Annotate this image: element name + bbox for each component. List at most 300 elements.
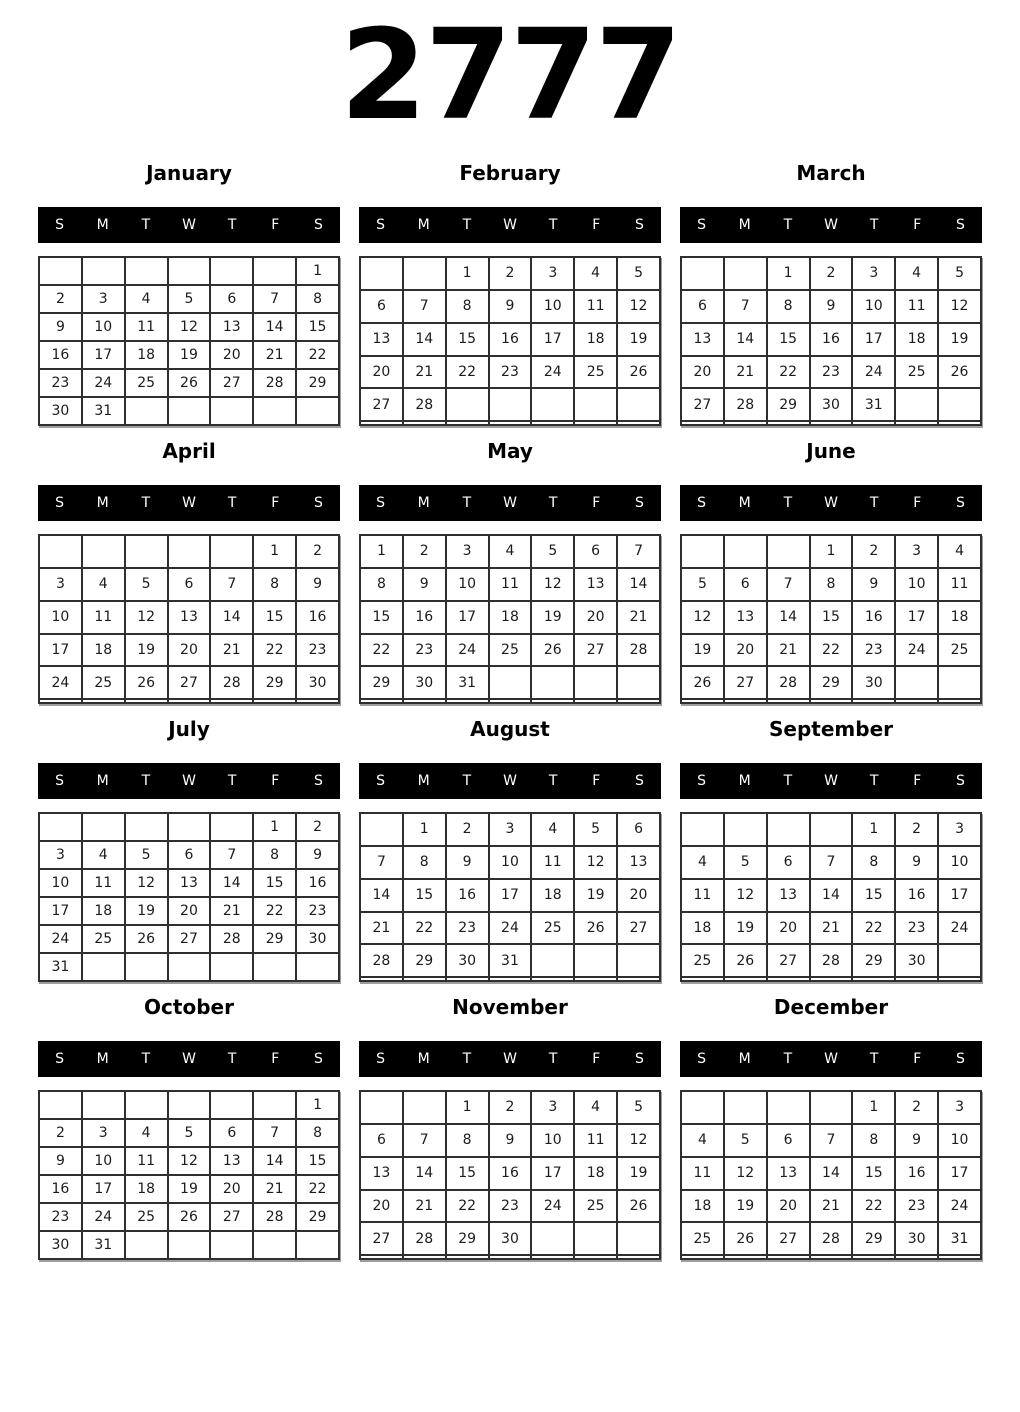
weekday-label: W — [182, 217, 196, 233]
day-cell: 6 — [168, 568, 211, 601]
day-cell: 28 — [810, 944, 853, 977]
day-cell: 27 — [724, 666, 767, 699]
day-cell: 22 — [852, 1190, 895, 1223]
day-cell: 21 — [210, 897, 253, 925]
day-cell: 12 — [168, 313, 211, 341]
day-cell — [724, 1091, 767, 1124]
day-cell — [810, 1091, 853, 1124]
day-cell: 24 — [39, 666, 82, 699]
weekday-header-bar — [680, 485, 982, 521]
day-cell: 30 — [895, 944, 938, 977]
weekday-label: M — [96, 217, 109, 233]
day-cell: 8 — [296, 285, 339, 313]
day-cell: 1 — [296, 1091, 339, 1119]
week-row — [360, 666, 660, 699]
weekday-label: S — [313, 773, 323, 789]
day-cell: 28 — [724, 388, 767, 421]
weekday-label: F — [592, 773, 601, 789]
weekday-header-bar — [38, 207, 340, 243]
week-row — [681, 1091, 981, 1124]
day-cell: 2 — [296, 535, 339, 568]
day-cell — [938, 388, 981, 421]
day-cell: 28 — [403, 388, 446, 421]
weekday-label: M — [417, 1051, 430, 1067]
day-cell — [360, 257, 403, 290]
weekday-label: T — [783, 773, 793, 789]
day-cell: 18 — [938, 601, 981, 634]
week-row — [681, 846, 981, 879]
day-cell: 1 — [403, 813, 446, 846]
day-cell: 21 — [810, 1190, 853, 1223]
day-cell: 21 — [617, 601, 660, 634]
day-cell: 2 — [895, 1091, 938, 1124]
day-cell — [296, 1231, 339, 1259]
day-cell: 13 — [168, 601, 211, 634]
day-cell: 19 — [531, 601, 574, 634]
day-cell — [296, 953, 339, 981]
day-cell: 10 — [895, 568, 938, 601]
day-cell: 23 — [489, 1190, 532, 1223]
day-cell: 11 — [82, 869, 125, 897]
weekday-label: F — [913, 217, 922, 233]
day-cell: 20 — [617, 879, 660, 912]
day-cell: 11 — [574, 290, 617, 323]
day-cell: 8 — [403, 846, 446, 879]
day-cell — [489, 699, 532, 703]
week-row — [360, 813, 660, 846]
day-cell — [574, 977, 617, 981]
day-cell — [531, 1222, 574, 1255]
day-cell: 1 — [360, 535, 403, 568]
week-row — [360, 290, 660, 323]
day-cell — [724, 257, 767, 290]
day-cell — [446, 977, 489, 981]
day-cell — [210, 1091, 253, 1119]
day-cell: 30 — [296, 666, 339, 699]
day-cell: 22 — [360, 634, 403, 667]
weekday-label: S — [55, 495, 65, 511]
week-row — [681, 568, 981, 601]
weekday-label: T — [227, 1051, 237, 1067]
day-cell: 26 — [574, 912, 617, 945]
day-cell — [210, 535, 253, 568]
day-cell: 16 — [895, 1157, 938, 1190]
day-cell — [938, 977, 981, 981]
day-cell: 5 — [531, 535, 574, 568]
day-cell — [253, 1231, 296, 1259]
day-cell: 1 — [446, 1091, 489, 1124]
day-cell — [531, 944, 574, 977]
day-cell — [253, 1091, 296, 1119]
day-cell — [403, 1091, 446, 1124]
day-cell — [767, 813, 810, 846]
day-cell — [360, 1091, 403, 1124]
day-cell — [168, 813, 211, 841]
day-cell — [253, 257, 296, 285]
day-cell: 29 — [446, 1222, 489, 1255]
day-cell — [617, 666, 660, 699]
day-cell: 3 — [938, 813, 981, 846]
day-cell: 14 — [617, 568, 660, 601]
day-cell: 25 — [82, 666, 125, 699]
day-cell — [574, 1255, 617, 1259]
day-cell: 10 — [82, 1147, 125, 1175]
day-cell: 29 — [810, 666, 853, 699]
day-cell: 13 — [360, 1157, 403, 1190]
day-cell: 29 — [360, 666, 403, 699]
day-cell — [253, 699, 296, 703]
day-cell: 26 — [724, 944, 767, 977]
day-cell: 9 — [852, 568, 895, 601]
weekday-label: S — [634, 773, 644, 789]
day-cell: 31 — [852, 388, 895, 421]
week-row — [39, 1147, 339, 1175]
day-cell: 30 — [895, 1222, 938, 1255]
day-cell — [125, 535, 168, 568]
day-cell — [938, 421, 981, 425]
day-cell: 5 — [168, 285, 211, 313]
day-cell — [39, 699, 82, 703]
month-january — [38, 160, 340, 426]
weekday-label: M — [417, 217, 430, 233]
day-cell: 16 — [852, 601, 895, 634]
day-cell — [489, 388, 532, 421]
day-cell: 3 — [852, 257, 895, 290]
weekday-label: M — [417, 495, 430, 511]
day-cell: 19 — [724, 912, 767, 945]
week-row — [360, 846, 660, 879]
weekday-label: W — [182, 773, 196, 789]
day-cell: 13 — [360, 323, 403, 356]
day-cell: 11 — [531, 846, 574, 879]
day-cell: 9 — [296, 568, 339, 601]
day-cell: 23 — [296, 897, 339, 925]
day-cell: 12 — [938, 290, 981, 323]
day-cell: 22 — [446, 1190, 489, 1223]
day-cell — [531, 977, 574, 981]
month-title: February — [459, 161, 561, 185]
day-cell: 12 — [168, 1147, 211, 1175]
week-row — [360, 1222, 660, 1255]
day-cell: 29 — [852, 944, 895, 977]
weekday-label: W — [503, 1051, 517, 1067]
day-cell: 22 — [403, 912, 446, 945]
day-cell — [360, 421, 403, 425]
day-cell — [724, 421, 767, 425]
week-row — [681, 813, 981, 846]
weekday-label: T — [141, 1051, 151, 1067]
day-cell: 4 — [938, 535, 981, 568]
day-cell: 18 — [574, 1157, 617, 1190]
day-cell: 20 — [210, 341, 253, 369]
day-cell: 31 — [938, 1222, 981, 1255]
week-row — [681, 699, 981, 703]
day-cell: 16 — [39, 341, 82, 369]
day-cell — [360, 1255, 403, 1259]
day-cell: 9 — [810, 290, 853, 323]
day-cell: 17 — [82, 1175, 125, 1203]
day-cell — [574, 388, 617, 421]
day-cell — [810, 1255, 853, 1259]
week-row — [681, 290, 981, 323]
weekday-label: S — [55, 773, 65, 789]
weekday-label: S — [634, 217, 644, 233]
days-grid — [38, 534, 340, 704]
day-cell: 2 — [489, 257, 532, 290]
weekday-label: T — [783, 495, 793, 511]
day-cell: 17 — [531, 1157, 574, 1190]
day-cell — [531, 699, 574, 703]
day-cell: 19 — [168, 1175, 211, 1203]
day-cell: 1 — [852, 1091, 895, 1124]
day-cell: 11 — [82, 601, 125, 634]
day-cell: 22 — [767, 356, 810, 389]
day-cell: 4 — [895, 257, 938, 290]
day-cell — [681, 977, 724, 981]
year-title: 2777 — [340, 3, 680, 148]
day-cell — [681, 1091, 724, 1124]
day-cell: 7 — [210, 568, 253, 601]
day-cell: 30 — [39, 1231, 82, 1259]
day-cell: 3 — [82, 285, 125, 313]
day-cell: 21 — [253, 1175, 296, 1203]
weekday-label: T — [141, 217, 151, 233]
week-row — [360, 257, 660, 290]
day-cell: 20 — [360, 356, 403, 389]
week-row — [360, 699, 660, 703]
week-row — [681, 421, 981, 425]
day-cell: 10 — [39, 601, 82, 634]
day-cell — [724, 1255, 767, 1259]
day-cell: 23 — [810, 356, 853, 389]
day-cell: 27 — [767, 1222, 810, 1255]
day-cell — [938, 699, 981, 703]
day-cell — [617, 944, 660, 977]
day-cell: 13 — [767, 1157, 810, 1190]
day-cell: 20 — [168, 634, 211, 667]
day-cell: 14 — [724, 323, 767, 356]
weekday-label: T — [462, 1051, 472, 1067]
day-cell: 15 — [296, 313, 339, 341]
day-cell: 5 — [681, 568, 724, 601]
day-cell: 5 — [724, 1124, 767, 1157]
weekday-label: S — [697, 1051, 707, 1067]
weekday-label: T — [462, 217, 472, 233]
day-cell — [125, 953, 168, 981]
day-cell — [168, 953, 211, 981]
day-cell: 8 — [360, 568, 403, 601]
day-cell: 2 — [403, 535, 446, 568]
weekday-label: T — [869, 773, 879, 789]
day-cell — [617, 421, 660, 425]
day-cell: 9 — [39, 1147, 82, 1175]
day-cell — [574, 699, 617, 703]
week-row — [39, 1231, 339, 1259]
day-cell: 9 — [489, 290, 532, 323]
day-cell: 11 — [895, 290, 938, 323]
day-cell: 14 — [253, 1147, 296, 1175]
day-cell — [489, 1255, 532, 1259]
day-cell: 11 — [574, 1124, 617, 1157]
day-cell: 23 — [446, 912, 489, 945]
day-cell: 7 — [360, 846, 403, 879]
day-cell: 6 — [767, 846, 810, 879]
day-cell: 12 — [617, 290, 660, 323]
day-cell: 6 — [210, 285, 253, 313]
day-cell — [852, 977, 895, 981]
weekday-label: S — [376, 217, 386, 233]
day-cell: 18 — [82, 634, 125, 667]
day-cell: 30 — [810, 388, 853, 421]
day-cell: 29 — [253, 666, 296, 699]
day-cell: 18 — [489, 601, 532, 634]
weekday-label: S — [313, 1051, 323, 1067]
week-row — [39, 1119, 339, 1147]
weekday-label: W — [824, 1051, 838, 1067]
day-cell — [681, 699, 724, 703]
day-cell: 7 — [403, 1124, 446, 1157]
day-cell: 17 — [82, 341, 125, 369]
day-cell: 17 — [39, 897, 82, 925]
day-cell: 2 — [296, 813, 339, 841]
day-cell: 1 — [446, 257, 489, 290]
day-cell: 26 — [125, 925, 168, 953]
week-row — [681, 257, 981, 290]
day-cell: 16 — [810, 323, 853, 356]
day-cell: 31 — [39, 953, 82, 981]
day-cell — [403, 1255, 446, 1259]
day-cell: 19 — [168, 341, 211, 369]
day-cell: 13 — [210, 313, 253, 341]
day-cell: 2 — [39, 1119, 82, 1147]
day-cell — [82, 1091, 125, 1119]
week-row — [681, 323, 981, 356]
day-cell: 3 — [938, 1091, 981, 1124]
day-cell: 10 — [82, 313, 125, 341]
day-cell — [168, 1231, 211, 1259]
month-title: May — [487, 439, 533, 463]
day-cell: 9 — [895, 1124, 938, 1157]
day-cell — [39, 813, 82, 841]
weekday-label: F — [913, 1051, 922, 1067]
day-cell: 7 — [253, 1119, 296, 1147]
day-cell — [39, 257, 82, 285]
day-cell: 21 — [403, 1190, 446, 1223]
day-cell: 9 — [39, 313, 82, 341]
day-cell — [724, 535, 767, 568]
day-cell: 5 — [724, 846, 767, 879]
day-cell — [125, 397, 168, 425]
day-cell: 7 — [810, 846, 853, 879]
day-cell: 17 — [531, 323, 574, 356]
day-cell: 8 — [253, 568, 296, 601]
day-cell: 11 — [489, 568, 532, 601]
month-december — [680, 994, 982, 1260]
day-cell: 6 — [617, 813, 660, 846]
day-cell: 16 — [39, 1175, 82, 1203]
day-cell — [810, 421, 853, 425]
day-cell — [360, 699, 403, 703]
day-cell: 29 — [852, 1222, 895, 1255]
day-cell: 8 — [852, 1124, 895, 1157]
weekday-label: S — [313, 217, 323, 233]
day-cell: 3 — [82, 1119, 125, 1147]
week-row — [681, 879, 981, 912]
day-cell: 19 — [681, 634, 724, 667]
day-cell: 26 — [168, 369, 211, 397]
weekday-label: F — [271, 495, 280, 511]
week-row — [360, 634, 660, 667]
month-april — [38, 438, 340, 704]
day-cell: 2 — [810, 257, 853, 290]
day-cell: 28 — [767, 666, 810, 699]
day-cell: 14 — [403, 323, 446, 356]
day-cell: 26 — [531, 634, 574, 667]
day-cell — [767, 977, 810, 981]
day-cell: 5 — [574, 813, 617, 846]
day-cell — [852, 1255, 895, 1259]
day-cell — [210, 397, 253, 425]
weekday-label: W — [503, 495, 517, 511]
day-cell: 25 — [125, 369, 168, 397]
day-cell — [210, 1231, 253, 1259]
weekday-label: S — [697, 495, 707, 511]
day-cell — [574, 666, 617, 699]
day-cell: 4 — [574, 257, 617, 290]
day-cell: 25 — [574, 356, 617, 389]
weekday-header-bar — [38, 763, 340, 799]
day-cell: 26 — [125, 666, 168, 699]
week-row — [39, 841, 339, 869]
day-cell — [852, 699, 895, 703]
week-row — [681, 912, 981, 945]
month-title: March — [796, 161, 866, 185]
day-cell: 24 — [446, 634, 489, 667]
day-cell: 17 — [446, 601, 489, 634]
day-cell: 31 — [82, 1231, 125, 1259]
days-grid — [359, 1090, 661, 1260]
day-cell: 27 — [574, 634, 617, 667]
day-cell: 18 — [531, 879, 574, 912]
day-cell: 2 — [446, 813, 489, 846]
day-cell: 8 — [767, 290, 810, 323]
day-cell: 19 — [125, 897, 168, 925]
week-row — [39, 813, 339, 841]
day-cell: 7 — [810, 1124, 853, 1157]
weekday-header-bar — [38, 1041, 340, 1077]
day-cell: 19 — [617, 1157, 660, 1190]
weekday-label: T — [141, 773, 151, 789]
weekday-label: M — [738, 773, 751, 789]
day-cell: 24 — [82, 369, 125, 397]
day-cell — [681, 535, 724, 568]
weekday-label: F — [913, 773, 922, 789]
weekday-label: T — [548, 217, 558, 233]
weekday-label: S — [376, 773, 386, 789]
day-cell: 15 — [852, 879, 895, 912]
day-cell: 23 — [39, 369, 82, 397]
day-cell: 15 — [253, 869, 296, 897]
day-cell: 21 — [810, 912, 853, 945]
day-cell — [82, 257, 125, 285]
day-cell: 4 — [531, 813, 574, 846]
day-cell: 9 — [403, 568, 446, 601]
day-cell: 1 — [296, 257, 339, 285]
day-cell: 6 — [724, 568, 767, 601]
week-row — [360, 1157, 660, 1190]
day-cell: 10 — [531, 1124, 574, 1157]
day-cell: 26 — [724, 1222, 767, 1255]
